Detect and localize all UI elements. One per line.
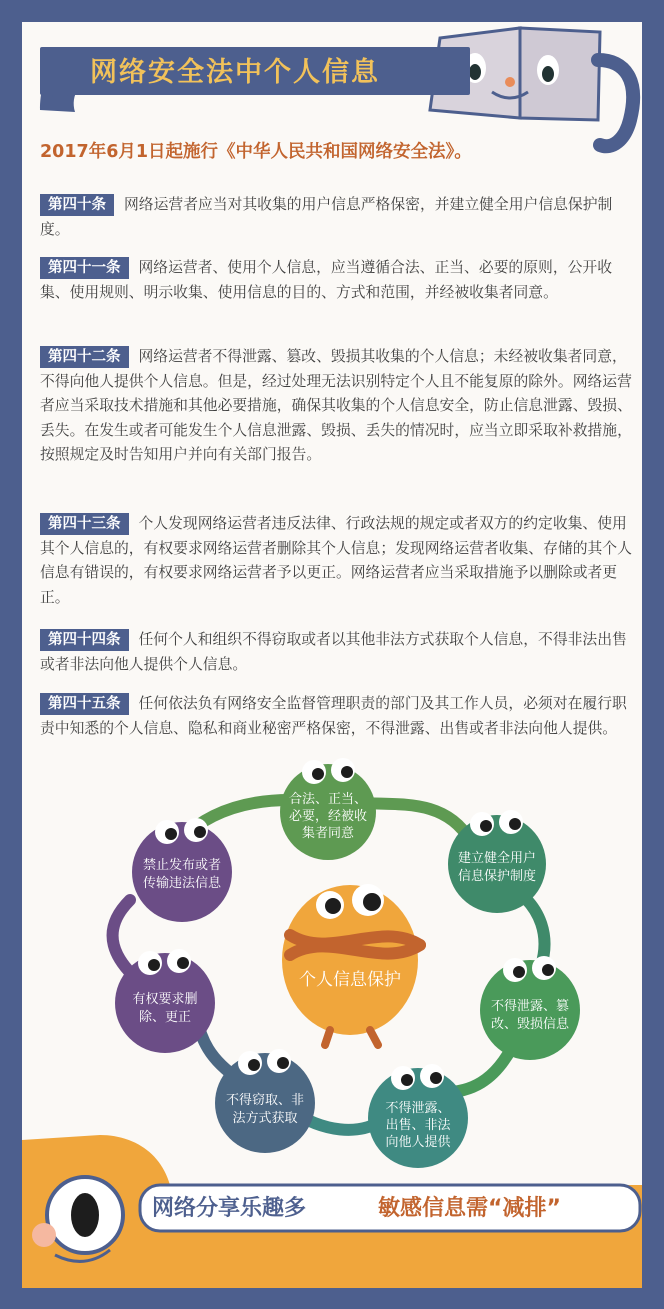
- node-label-line: 法方式获取: [232, 1111, 298, 1126]
- center-label: 个人信息保护: [299, 970, 401, 990]
- node-label-line: 改、毁损信息: [490, 1017, 570, 1032]
- node-label-line: 传输违法信息: [142, 876, 222, 891]
- article-tag: 第四十条: [40, 194, 114, 216]
- slogan-part-a: 网络分享乐趣多: [152, 1196, 307, 1221]
- node-label-line: 建立健全用户: [457, 851, 537, 866]
- node-label-line: 除、更正: [138, 1010, 192, 1025]
- node-label-line: 向他人提供: [385, 1135, 451, 1150]
- node-label-line: 不得泄露、篡: [490, 999, 570, 1014]
- node-label-line: 不得窃取、非: [225, 1093, 305, 1108]
- slogan-part-b: 敏感信息需“减排”: [378, 1196, 561, 1221]
- node-no-theft: [215, 1049, 315, 1153]
- article-text: 任何依法负有网络安全监督管理职责的部门及其工作人员，必须对在履行职责中知悉的个人信息、隐私和商业秘密严格保密，不得泄露、出售或者非法向他人提供。: [40, 695, 627, 737]
- page-title: 网络安全法中个人信息: [90, 57, 380, 88]
- page-subtitle: 2017年6月1日起施行《中华人民共和国网络安全法》。: [40, 142, 472, 162]
- center-character: [282, 884, 420, 1045]
- article-text: 网络运营者、使用个人信息，应当遵循合法、正当、必要的原则，公开收集、使用规则、明示收集、使用信息的目的、方式和范围，并经被收集者同意。: [40, 259, 613, 301]
- node-no-sale: [368, 1064, 468, 1168]
- node-label-line: 出售、非法: [385, 1118, 451, 1133]
- article-text: 网络运营者应当对其收集的用户信息严格保密，并建立健全用户信息保护制度。: [40, 196, 613, 238]
- node-delete-correct: [115, 949, 215, 1053]
- node-label-line: 有权要求删: [132, 992, 198, 1007]
- article-tag: 第四十二条: [40, 346, 129, 368]
- node-label-line: 集者同意: [301, 826, 355, 841]
- node-legal: [280, 758, 376, 860]
- node-label-line: 必要，经被收: [288, 809, 368, 824]
- article-text: 任何个人和组织不得窃取或者以其他非法方式获取个人信息，不得非法出售或者非法向他人提供个人信息。: [40, 631, 627, 673]
- node-label-line: 不得泄露、: [385, 1101, 451, 1116]
- node-no-leak: [480, 956, 580, 1060]
- node-label-line: 禁止发布或者: [142, 858, 222, 873]
- article-text: 网络运营者不得泄露、篡改、毁损其收集的个人信息；未经被收集者同意，不得向他人提供个人信息。但是，经过处理无法识别特定个人且不能复原的除外。网络运营者应当采取技术措施和其他必要措施，确保其收集的个人信息安全，防止信息泄露、毁损、丢失。在发生或者可能发生个人信息泄露、毁损、丢失的情况时，应当立即采取补救措施，按照规定及时告知用户并向有关部门报告。: [40, 348, 632, 463]
- article-tag: 第四十三条: [40, 513, 129, 535]
- node-no-illegal-info: [132, 818, 232, 922]
- node-label-line: 信息保护制度: [457, 869, 537, 884]
- article-tag: 第四十一条: [40, 257, 129, 279]
- article-text: 个人发现网络运营者违反法律、行政法规的规定或者双方的约定收集、使用其个人信息的，有权要求网络运营者删除其个人信息；发现网络运营者收集、存储的其个人信息有错误的，有权要求网络运营者予以更正。网络运营者应当采取措施予以删除或者更正。: [40, 515, 632, 606]
- node-label-line: 合法、正当、: [288, 792, 368, 807]
- article-tag: 第四十四条: [40, 629, 129, 651]
- node-protection-system: [448, 810, 546, 913]
- article-tag: 第四十五条: [40, 693, 129, 715]
